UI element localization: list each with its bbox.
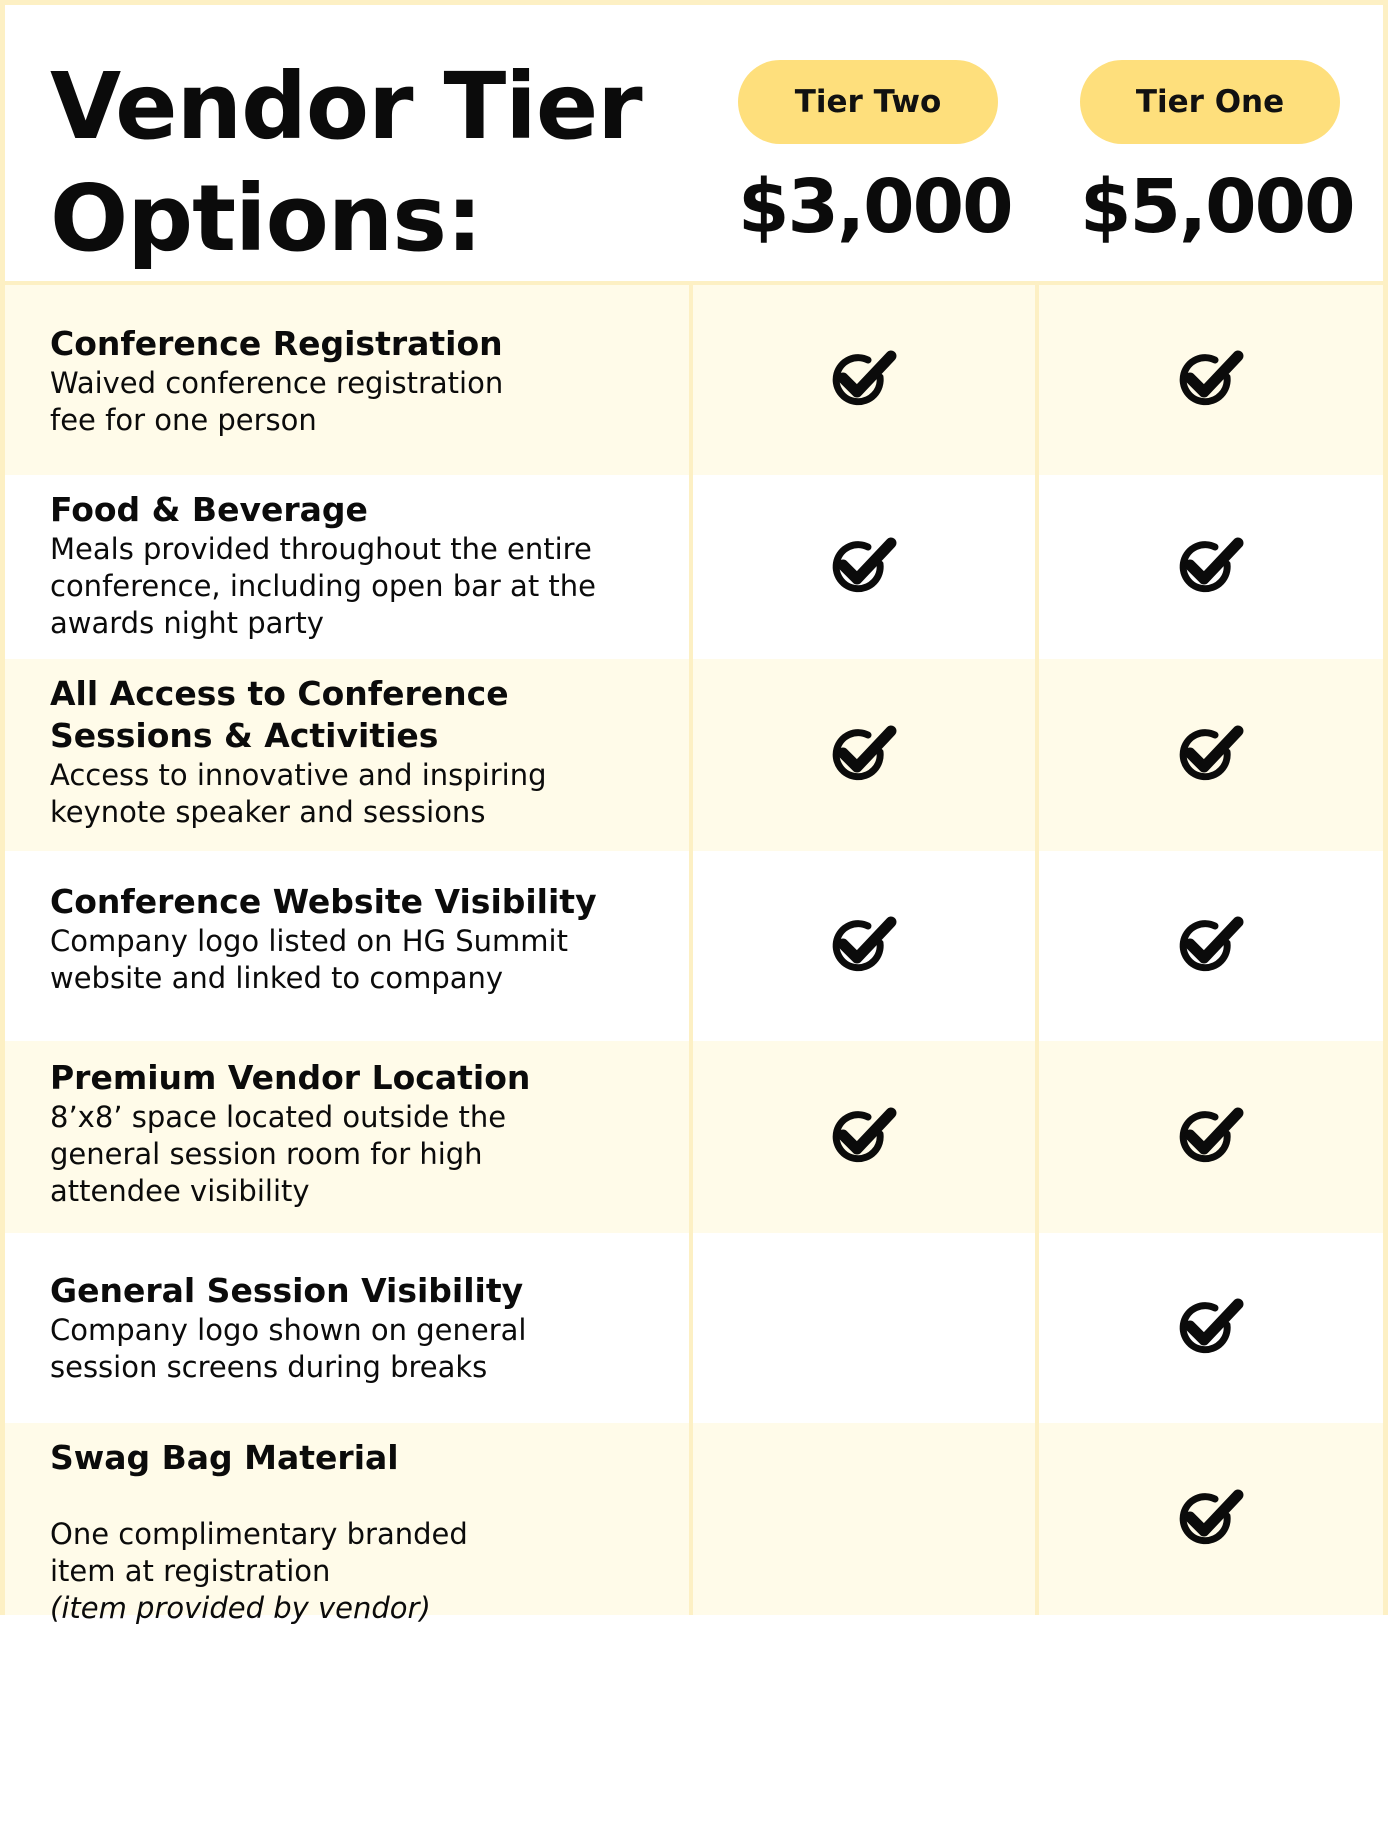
tier-two-cell xyxy=(693,285,1039,475)
feature-description-cell xyxy=(5,851,693,1041)
check-circle-icon xyxy=(1175,722,1247,788)
feature-description-block xyxy=(50,1479,670,1664)
check-circle-icon xyxy=(1175,913,1247,979)
tier-one-cell xyxy=(1039,1041,1383,1233)
feature-row-general-session-visibility xyxy=(5,1233,1383,1423)
check-circle-icon xyxy=(1175,1295,1247,1361)
feature-row-all-access xyxy=(5,659,1383,851)
tier-two-cell xyxy=(693,1041,1039,1233)
feature-description: Meals provided throughout the entire conference, including open bar at the awards night party xyxy=(50,532,597,640)
check-circle-icon xyxy=(828,1104,900,1170)
feature-row-food-beverage xyxy=(5,475,1383,659)
feature-description: Waived conference registration fee for one person xyxy=(50,366,504,437)
check-circle-icon xyxy=(828,913,900,979)
page-title xyxy=(50,51,642,275)
feature-title: Premium Vendor Location xyxy=(50,1058,531,1097)
tier-one-cell xyxy=(1039,475,1383,659)
feature-description: Company logo shown on general session screens during breaks xyxy=(50,1313,527,1384)
tier-two-cell xyxy=(693,851,1039,1041)
tier-two-badge: Tier Two xyxy=(738,60,998,144)
feature-row-website-visibility xyxy=(5,851,1383,1041)
tier-two-cell xyxy=(693,659,1039,851)
tier-two-cell xyxy=(693,475,1039,659)
tier-two-cell xyxy=(693,1423,1039,1615)
feature-table xyxy=(5,285,1383,1625)
feature-description: Company logo listed on HG Summit website and linked to company xyxy=(50,924,568,995)
feature-title: Conference Website Visibility xyxy=(50,882,597,921)
feature-title: Conference Registration xyxy=(50,324,503,363)
tier-two-header xyxy=(738,60,1012,252)
feature-description-cell xyxy=(5,285,693,475)
check-circle-icon xyxy=(1175,347,1247,413)
check-circle-icon xyxy=(828,722,900,788)
tier-one-badge: Tier One xyxy=(1080,60,1340,144)
tier-one-cell xyxy=(1039,851,1383,1041)
feature-title: General Session Visibility xyxy=(50,1271,524,1310)
tier-one-price: $5,000 xyxy=(1080,164,1354,250)
header xyxy=(5,5,1383,285)
feature-note: (item provided by vendor) xyxy=(50,1591,431,1625)
feature-title: Swag Bag Material xyxy=(50,1438,399,1477)
page-title-line-2: Options: xyxy=(50,165,482,272)
page-title-line-1: Vendor Tier xyxy=(50,53,642,160)
check-circle-icon xyxy=(828,347,900,413)
feature-description-cell xyxy=(5,1041,693,1233)
feature-description-cell xyxy=(5,1233,693,1423)
feature-description-cell xyxy=(5,659,693,851)
feature-description: Access to innovative and inspiring keynote speaker and sessions xyxy=(50,758,547,829)
feature-description: One complimentary branded item at registration xyxy=(50,1517,468,1588)
tier-two-cell xyxy=(693,1233,1039,1423)
tier-one-cell xyxy=(1039,659,1383,851)
tier-two-price: $3,000 xyxy=(738,164,1012,250)
tier-one-cell xyxy=(1039,1423,1383,1615)
feature-description-cell xyxy=(5,1423,693,1625)
feature-row-conference-registration xyxy=(5,285,1383,475)
check-circle-icon xyxy=(1175,1486,1247,1552)
feature-title: Food & Beverage xyxy=(50,490,368,529)
feature-description-cell xyxy=(5,475,693,659)
feature-row-swag-bag xyxy=(5,1423,1383,1625)
feature-description: 8’x8’ space located outside the general session room for high attendee visibility xyxy=(50,1100,507,1208)
feature-row-premium-location xyxy=(5,1041,1383,1233)
tier-one-header xyxy=(1080,60,1354,252)
feature-title: All Access to Conference Sessions & Activities xyxy=(50,674,509,755)
tier-one-cell xyxy=(1039,1233,1383,1423)
check-circle-icon xyxy=(1175,534,1247,600)
check-circle-icon xyxy=(828,534,900,600)
check-circle-icon xyxy=(1175,1104,1247,1170)
tier-one-cell xyxy=(1039,285,1383,475)
